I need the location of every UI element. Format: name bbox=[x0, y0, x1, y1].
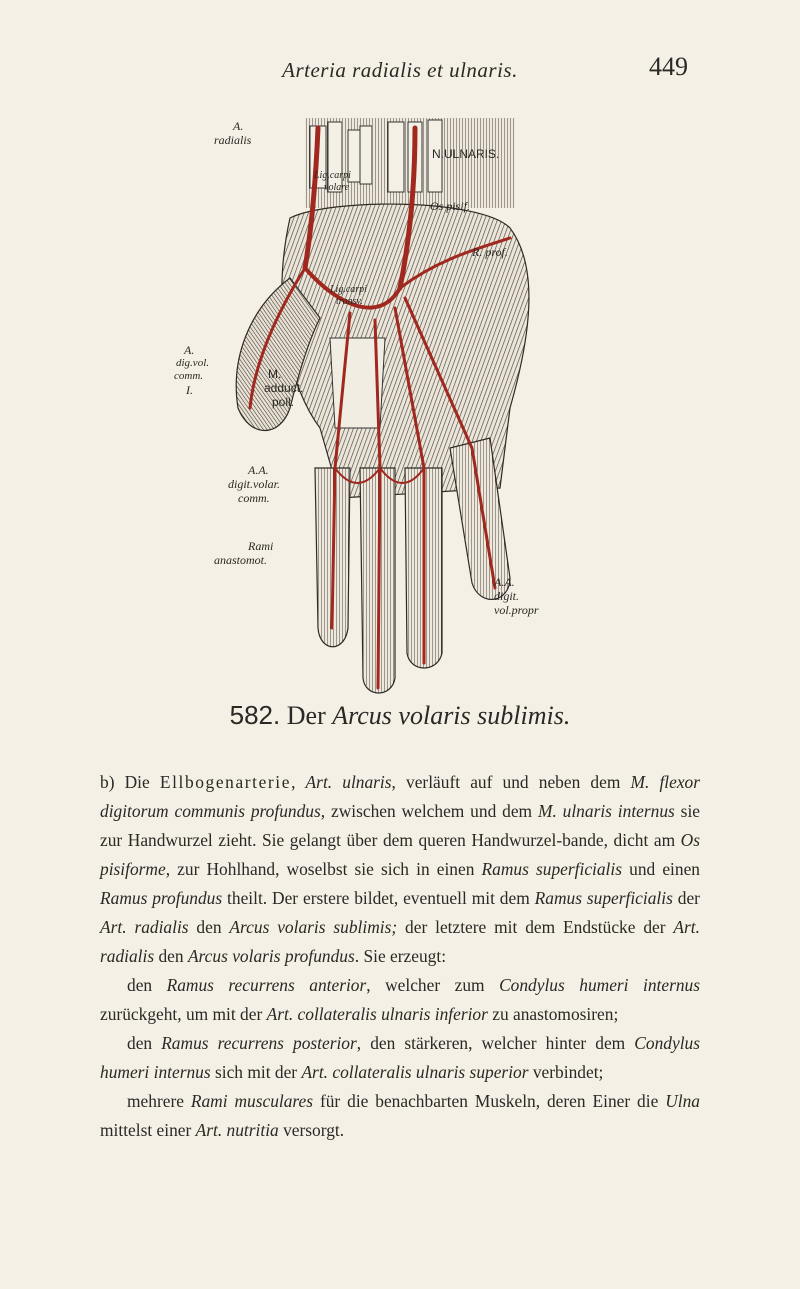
label-aa-prop-3: vol.propr bbox=[494, 603, 539, 617]
label-m-adduct-2: adduct. bbox=[264, 381, 304, 395]
caption-title: Arcus volaris sublimis. bbox=[332, 701, 571, 730]
anatomical-illustration bbox=[174, 108, 590, 698]
label-lig-carpi-transv-1: Lig.carpi bbox=[330, 284, 367, 295]
label-a-radialis-2: radialis bbox=[214, 133, 252, 147]
forearm-tendons bbox=[305, 118, 515, 208]
label-aa-prop-2: digit. bbox=[494, 589, 520, 603]
paragraph-3: den Ramus recurrens posterior, den stärkeren, welcher hinter dem Condylus humeri internus sich mit der Art. collateralis ulnaris superior verbindet; bbox=[100, 1033, 700, 1082]
running-title: Arteria radialis et ulnaris. bbox=[282, 58, 518, 82]
label-r-prof: R. prof. bbox=[472, 245, 508, 259]
fingers bbox=[315, 438, 510, 693]
label-aa-prop-1: A.A. bbox=[494, 575, 515, 589]
caption-number: 582. bbox=[229, 700, 281, 730]
label-m-adduct-3: poll. bbox=[272, 395, 295, 409]
label-aa-digit-1: A.A. bbox=[248, 463, 269, 477]
page-number: 449 bbox=[649, 52, 688, 81]
body-text bbox=[100, 768, 700, 1145]
label-lig-carpi-volare-1: Lig.carpi bbox=[314, 170, 351, 181]
label-os-pisif: Os pisif. bbox=[430, 199, 471, 213]
paragraph-1: b) Die Ellbogenarterie, Art. ulnaris, verläuft auf und neben dem M. flexor digitorum communis profundus, zwischen welchem und dem M. ulnaris internus sie zur Handwurzel zieht. Sie gelangt über dem queren Handwurzel-bande, dicht am Os pisiforme, zur Hohlhand, woselbst sie sich in einen Ramus superficialis und einen Ramus profundus theilt. Der erstere bildet, eventuell mit dem Ramus superficialis der Art. radialis den Arcus volaris sublimis; der letztere mit dem Endstücke der Art. radialis den Arcus volaris profundus. Sie erzeugt: bbox=[100, 772, 701, 966]
paragraph-2: den Ramus recurrens anterior, welcher zum Condylus humeri internus zurückgeht, um mit der Art. collateralis ulnaris inferior zu anastomosiren; bbox=[100, 975, 701, 1024]
label-a-radialis-1: A. bbox=[233, 119, 244, 133]
label-aa-digit-3: comm. bbox=[238, 491, 270, 505]
label-rami-2: anastomot. bbox=[214, 553, 268, 567]
label-a-dig-vol-1: A. bbox=[184, 343, 195, 357]
paragraph-4: mehrere Rami musculares für die benachbarten Muskeln, deren Einer die Ulna mittelst einer Art. nutritia versorgt. bbox=[100, 1091, 700, 1140]
label-a-dig-vol-2: dig.vol. bbox=[176, 357, 209, 369]
label-lig-carpi-transv-2: transv. bbox=[336, 296, 363, 307]
page-header bbox=[0, 52, 800, 92]
label-lig-carpi-volare-2: volare bbox=[324, 182, 350, 193]
figure-caption bbox=[0, 700, 800, 731]
label-aa-digit-2: digit.volar. bbox=[228, 477, 281, 491]
label-a-dig-vol-4: I. bbox=[186, 383, 193, 397]
label-m-adduct-1: M. bbox=[268, 367, 282, 381]
label-n-ulnaris: N.ULNARIS. bbox=[432, 147, 500, 161]
caption-word: Der bbox=[286, 701, 326, 730]
label-rami-1: Rami bbox=[248, 539, 274, 553]
label-a-dig-vol-3: comm. bbox=[174, 370, 204, 382]
